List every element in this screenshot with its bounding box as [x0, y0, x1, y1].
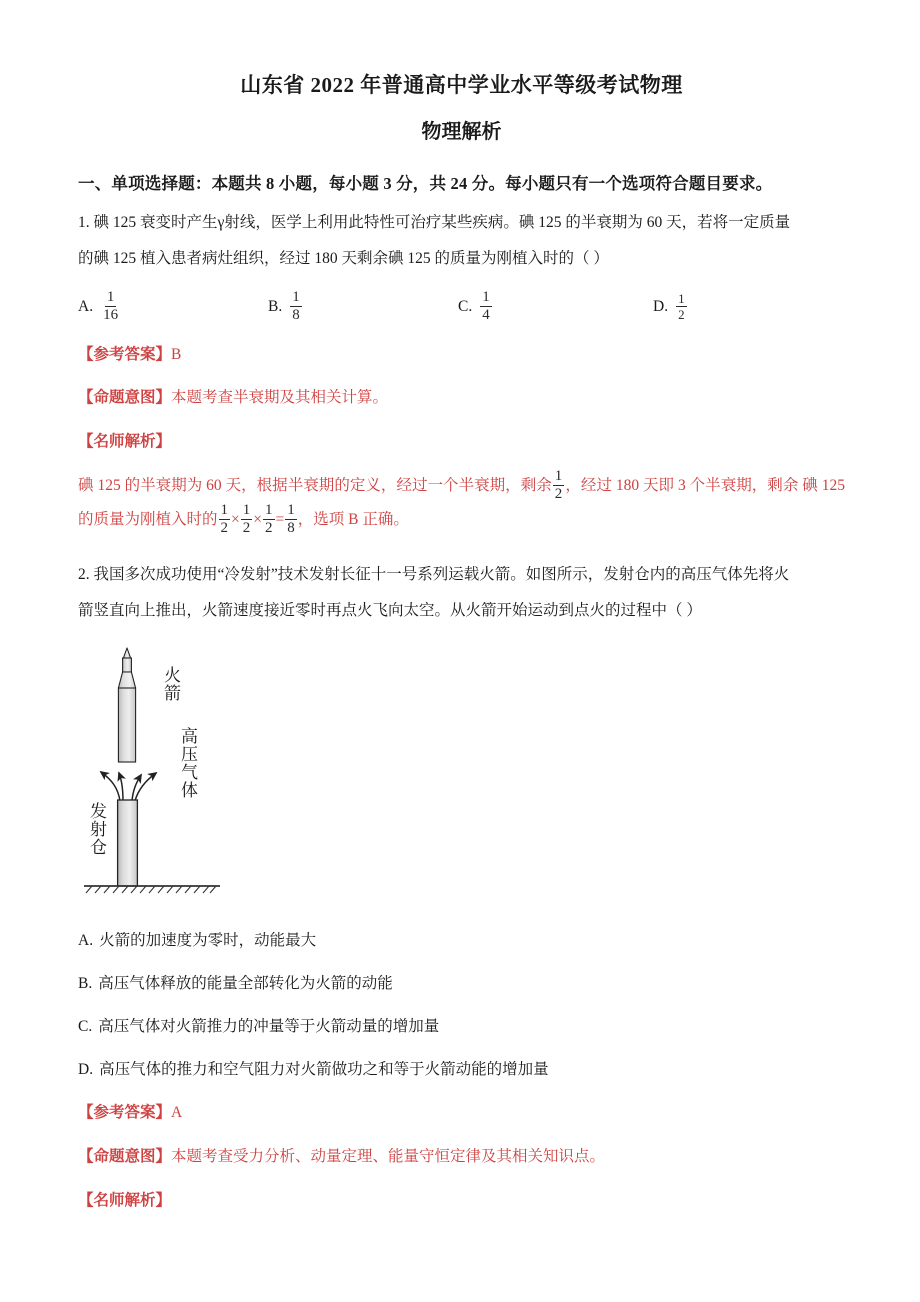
- fraction-numerator: 1: [106, 288, 115, 305]
- option-c-text: 高压气体对火箭推力的冲量等于火箭动量的增加量: [98, 1018, 440, 1036]
- reference-answer-tag: 【参考答案】: [78, 345, 172, 363]
- question-1-option-c[interactable]: [458, 288, 653, 324]
- option-a-label: A.: [78, 298, 94, 316]
- math-operator-equals: =: [275, 510, 285, 528]
- ground-hatching-icon: [84, 886, 220, 893]
- fraction-numerator: 1: [292, 288, 300, 305]
- page-content: [78, 0, 845, 1214]
- fraction-one-half-a: [219, 503, 231, 536]
- fraction-numerator: 1: [242, 501, 251, 518]
- rocket-launch-figure: [78, 642, 845, 910]
- reference-answer-tag: 【参考答案】: [78, 1104, 172, 1122]
- fraction-one-sixteenth: [101, 290, 120, 323]
- analysis-fraction-equation: [218, 501, 298, 536]
- section-heading: 一、单项选择题：本题共 8 小题，每小题 3 分，共 24 分。每小题只有一个选项符合题目要求。: [78, 174, 773, 194]
- option-d-label: D.: [78, 1061, 94, 1079]
- option-a-label: A.: [78, 932, 94, 950]
- document-title: 山东省 2022 年普通高中学业水平等级考试物理: [240, 73, 683, 97]
- option-d-label: D.: [653, 298, 669, 316]
- question-2-stem-text-1: 我国多次成功使用“冷发射”技术发射长征十一号系列运载火箭。如图所示，发射仓内的高压气体先将火: [93, 565, 790, 583]
- question-2-analysis-heading: [78, 1189, 845, 1214]
- launch-silo-icon: [118, 800, 138, 886]
- question-1-analysis-body: [78, 469, 845, 537]
- fraction-numerator: 1: [265, 501, 273, 518]
- fraction-denominator: 2: [678, 306, 685, 322]
- fraction-one-half-c: [263, 503, 275, 536]
- fraction-one-eighth: [290, 290, 302, 323]
- question-2-stem-line-1: [78, 559, 845, 591]
- question-2-number: 2.: [78, 565, 90, 583]
- question-1-analysis-heading: [78, 430, 845, 455]
- analysis-segment-4: ，选项 B 正确。: [297, 510, 409, 528]
- question-1-stem-line-1: [78, 207, 845, 239]
- figure-label-launch-silo: 发射仓: [87, 802, 106, 857]
- fraction-denominator: 4: [482, 306, 490, 323]
- question-2-stem-line-2: 箭竖直向上推出，火箭速度接近零时再点火飞向太空。从火箭开始运动到点火的过程中（ ）: [78, 601, 702, 619]
- fraction-one-half-remaining: [553, 469, 565, 502]
- fraction-denominator: 16: [103, 306, 119, 323]
- intent-text: 本题考查受力分析、动量定理、能量守恒定律及其相关知识点。: [171, 1148, 606, 1166]
- option-b-label: B.: [78, 975, 93, 993]
- question-1-intent: [78, 386, 845, 411]
- fraction-one-eighth-result: [285, 503, 297, 536]
- analysis-segment-1: 碘 125 的半衰期为 60 天，根据半衰期的定义，经过一个半衰期，剩余: [78, 476, 552, 494]
- fraction-denominator: 2: [242, 519, 251, 536]
- fraction-numerator: 1: [678, 290, 685, 306]
- figure-label-high-pressure-gas: 高压气体: [178, 727, 197, 800]
- analysis-tag: 【名师解析】: [78, 433, 172, 451]
- fraction-numerator: 1: [554, 467, 563, 484]
- question-1-option-b[interactable]: [268, 288, 458, 324]
- fraction-numerator: 1: [287, 501, 295, 518]
- question-2-reference-answer: [78, 1101, 845, 1126]
- question-1-number: 1.: [78, 214, 90, 231]
- fraction-denominator: 2: [220, 519, 229, 536]
- fraction-denominator: 2: [554, 485, 563, 502]
- question-1-stem-line-2: 的碘 125 植入患者病灶组织，经过 180 天剩余碘 125 的质量为刚植入时的（ ）: [78, 249, 609, 267]
- option-c-label: C.: [458, 298, 473, 316]
- intent-tag: 【命题意图】: [78, 389, 172, 407]
- option-d-text: 高压气体的推力和空气阻力对火箭做功之和等于火箭动能的增加量: [99, 1061, 549, 1079]
- fraction-numerator: 1: [482, 288, 490, 305]
- analysis-segment-3: 碘 125 的质量为刚植入时的: [78, 476, 845, 528]
- rocket-diagram-svg: [78, 642, 338, 910]
- question-1-options: [78, 288, 845, 324]
- intent-text: 本题考查半衰期及其相关计算。: [171, 389, 389, 407]
- math-operator-times-2: ×: [253, 510, 263, 528]
- question-2-intent: [78, 1145, 845, 1170]
- question-1-option-a[interactable]: [78, 288, 268, 324]
- fraction-one-half-b: [241, 503, 253, 536]
- question-1-stem-text-1: 碘 125 衰变时产生γ射线，医学上利用此特性可治疗某些疾病。碘 125 的半衰期为 60 天，若将一定质量: [93, 214, 791, 231]
- option-b-label: B.: [268, 298, 283, 316]
- question-1-option-d[interactable]: [653, 291, 688, 324]
- option-a-text: 火箭的加速度为零时，动能最大: [99, 932, 317, 950]
- fraction-numerator: 1: [220, 501, 229, 518]
- analysis-tag: 【名师解析】: [78, 1191, 172, 1209]
- fraction-one-half: [676, 292, 687, 321]
- question-2-option-c[interactable]: [78, 1015, 845, 1039]
- figure-label-rocket: 火箭: [161, 666, 180, 703]
- question-1-reference-answer: [78, 343, 845, 368]
- reference-answer-value: B: [171, 345, 182, 363]
- analysis-segment-2: ，经过 180 天即 3 个半衰期，剩余: [565, 476, 799, 494]
- option-c-label: C.: [78, 1018, 93, 1036]
- fraction-denominator: 8: [287, 519, 295, 536]
- fraction-one-quarter: [480, 290, 492, 323]
- document-subtitle: 物理解析: [421, 121, 502, 144]
- question-2-option-d[interactable]: [78, 1058, 845, 1082]
- math-operator-times-1: ×: [231, 510, 240, 528]
- question-2-option-a[interactable]: [78, 929, 845, 953]
- intent-tag: 【命题意图】: [78, 1148, 172, 1166]
- rocket-body-icon: [118, 648, 135, 762]
- fraction-denominator: 8: [292, 306, 300, 323]
- high-pressure-gas-arrows: [101, 772, 156, 801]
- reference-answer-value: A: [171, 1104, 183, 1122]
- fraction-denominator: 2: [265, 519, 273, 536]
- option-b-text: 高压气体释放的能量全部转化为火箭的动能: [98, 975, 393, 993]
- question-2-option-b[interactable]: [78, 972, 845, 996]
